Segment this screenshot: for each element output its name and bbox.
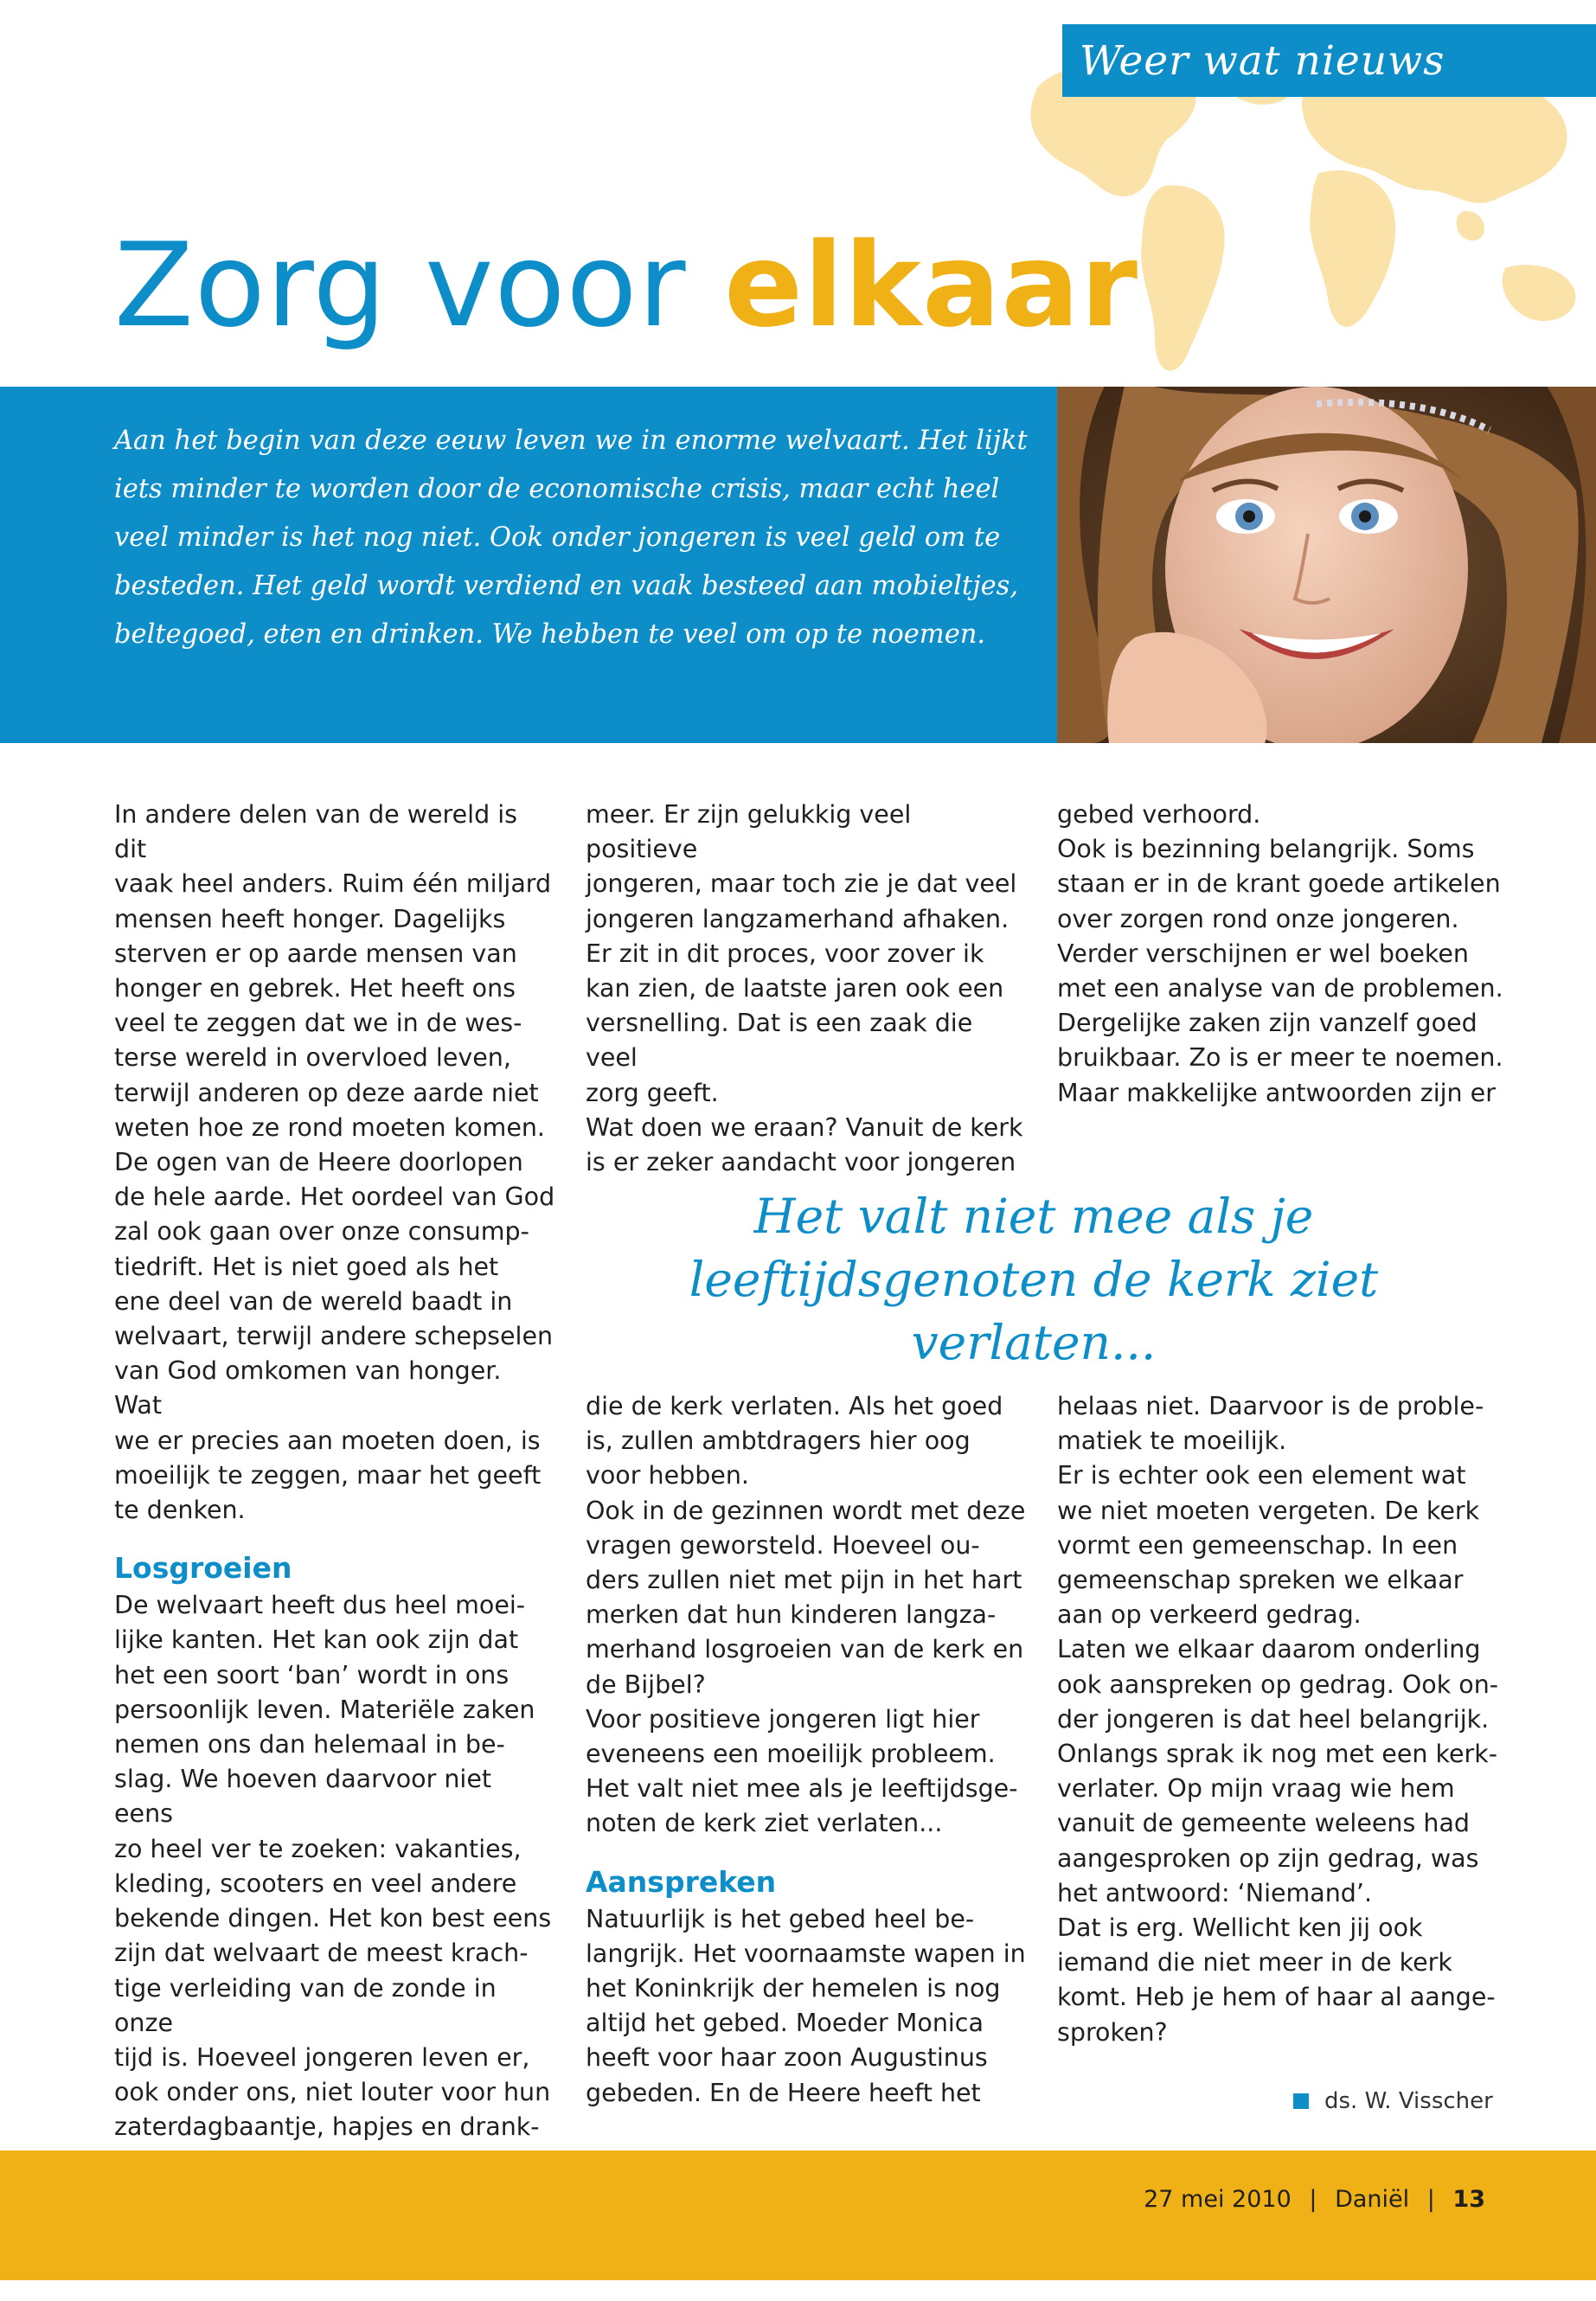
footer-band [0,2150,1596,2280]
article-column-2-top [586,798,1027,1180]
footer-info [1144,2186,1485,2213]
subheading-losgroeien: Losgroeien [114,1551,292,1586]
signature-square-icon [1293,2093,1309,2109]
section-tag-label: Weer wat nieuws [1080,36,1445,85]
page-number: 13 [1452,2186,1485,2213]
article-column-2-bottom [586,1389,1027,2111]
article-column-3-top [1057,798,1507,1111]
column-2-bottom-text-continued: Natuurlijk is het gebed heel be- langrijk. Het voornaamste wapen in het Koninkrijk der hemelen is nog altijd het gebed. Moeder Monica heeft voor haar zoon Augustinus gebeden. En de Heere heeft het [586,1904,1026,2107]
section-tag [1062,24,1596,97]
column-3-top-text: gebed verhoord. Ook is bezinning belangrijk. Soms staan er in de krant goede artikelen over zorgen rond onze jongeren. Verder verschijnen er wel boeken met een analyse van de problemen. Dergelijke zaken zijn vanzelf goed bruikbaar. Zo is er meer te noemen. Maar makkelijke antwoorden zijn er [1057,800,1503,1107]
column-1-text-continued: De welvaart heeft dus heel moei- lijke kanten. Het kan ook zijn dat het een soort ‘ban’ wordt in ons persoonlijk leven. Materiële zaken nemen ons dan helemaal in be- slag. We hoeven daarvoor niet eens zo heel ver te zoeken: vakanties, kleding, scooters en veel andere bekende dingen. Het kon best eens zijn dat welvaart de meest krach- tige verleiding van de zonde in onze tijd is. Hoeveel jongeren leven er, ook onder ons, niet louter voor hun zaterdagbaantje, hapjes en drank- [114,1591,552,2142]
portrait-photo [1057,387,1596,743]
column-3-bottom-text: helaas niet. Daarvoor is de proble- matiek te moeilijk. Er is echter ook een element wat we niet moeten vergeten. De kerk vormt een gemeenschap. In een gemeenschap spreken we elkaar aan op verkeerd gedrag. Laten we elkaar daarom onderling ook aanspreken op gedrag. Ook on- der jongeren is dat heel belangrijk. Onlangs sprak ik nog met een kerk- verlater. Op mijn vraag wie hem vanuit de gemeente weleens had aangesproken op zijn gedrag, was het antwoord: ‘Niemand’. Dat is erg. Wellicht ken jij ook iemand die niet meer in de kerk komt. Heb je hem of haar al aange- sproken? [1057,1392,1499,2047]
footer-separator: | [1309,2186,1317,2213]
article-headline [114,216,1138,355]
column-2-bottom-text: die de kerk verlaten. Als het goed is, zullen ambtdragers hier oog voor hebben. Ook in de gezinnen wordt met deze vragen geworsteld. Hoeveel ou- ders zullen niet met pijn in het hart merken dat hun kinderen langza- merhand losgroeien van de kerk en de Bijbel? Voor positieve jongeren ligt hier eveneens een moeilijk probleem. Het valt niet mee als je leeftijdsge- noten de kerk ziet verlaten... [586,1392,1026,1838]
pull-quote: Het valt niet mee als je leeftijdsgenoten de kerk ziet verlaten... [689,1189,1379,1370]
headline-part-2: elkaar [724,218,1138,353]
portrait-illustration [1057,387,1596,743]
subheading-aanspreken: Aanspreken [586,1864,777,1899]
footer-separator: | [1426,2186,1435,2213]
footer-magazine: Daniël [1335,2186,1410,2213]
intro-text: Aan het begin van deze eeuw leven we in enorme welvaart. Het lijkt iets minder te worden door de economische crisis, maar echt heel veel minder is het nog niet. Ook onder jongeren is veel geld om te besteden. Het geld wordt verdiend en vaak besteed aan mobieltjes, beltegoed, eten en drinken. We hebben te veel om op te noemen. [114,426,1028,650]
author-name: ds. W. Visscher [1324,2088,1493,2114]
headline-part-1: Zorg voor [114,218,725,353]
footer-date: 27 mei 2010 [1144,2186,1292,2213]
article-column-3-bottom [1057,1389,1507,2050]
article-column-1 [114,798,555,2249]
column-2-top-text: meer. Er zijn gelukkig veel positieve jongeren, maar toch zie je dat veel jongeren langzamerhand afhaken. Er zit in dit proces, voor zover ik kan zien, de laatste jaren ook een versnelling. Dat is een zaak die veel zorg geeft. Wat doen we eraan? Vanuit de kerk is er zeker aandacht voor jongeren [586,800,1023,1177]
column-1-text: In andere delen van de wereld is dit vaak heel anders. Ruim één miljard mensen heeft honger. Dagelijks sterven er op aarde mensen van honger en gebrek. Het heeft ons veel te zeggen dat we in de wes- terse wereld in overvloed leven, terwijl anderen op deze aarde niet weten hoe ze rond moeten komen. De ogen van de Heere doorlopen de hele aarde. Het oordeel van God zal ook gaan over onze consump- tiedrift. Het is niet goed als het ene deel van de wereld baadt in welvaart, terwijl andere schepselen van God omkomen van honger. Wat we er precies aan moeten doen, is moeilijk te zeggen, maar het geeft te denken. [114,800,555,1525]
author-signature [1293,2088,1493,2114]
